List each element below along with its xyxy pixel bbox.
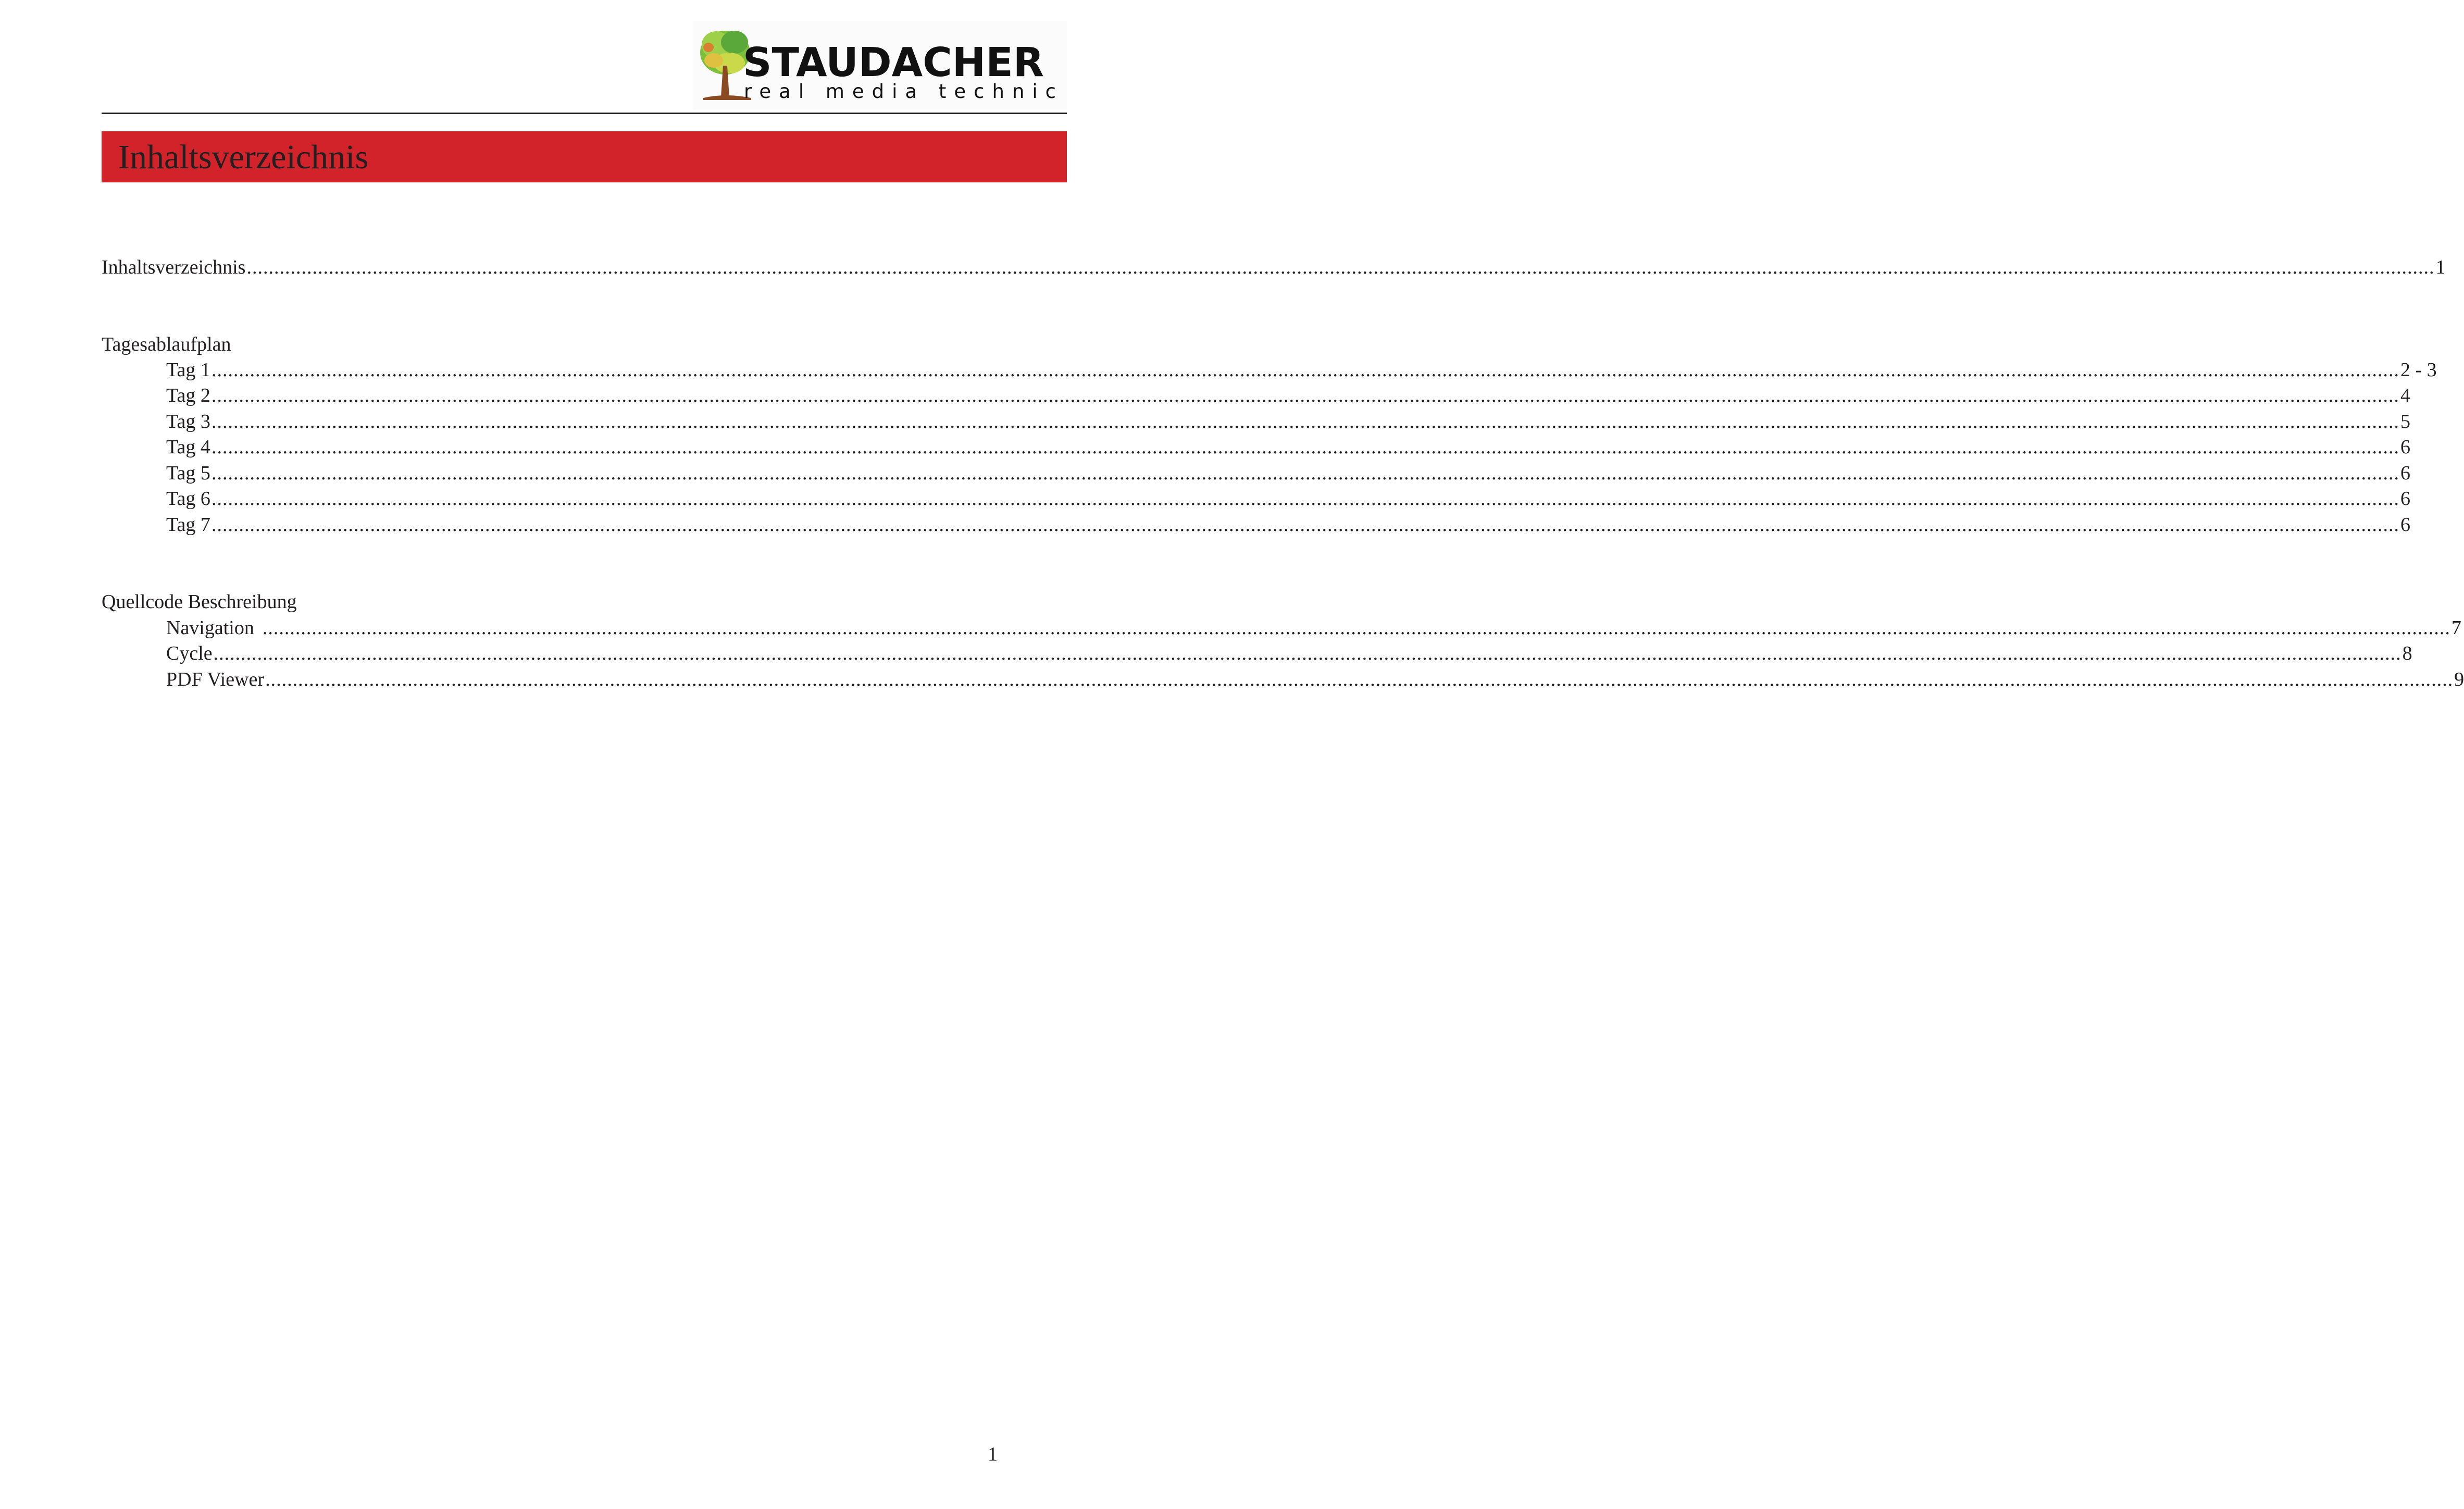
toc-entry-page: 7 xyxy=(2451,617,2461,639)
toc-dot-leader: ................................................................................................................................................................................................................................................................................................................................................................................................................ xyxy=(211,514,2399,536)
toc-dot-leader: ................................................................................................................................................................................................................................................................................................................................................................................................................ xyxy=(211,488,2399,510)
logo-brand-text: STAUDACHER xyxy=(743,40,1044,86)
toc-entry-tag-3[interactable] xyxy=(166,411,2410,432)
toc-entry-page: 6 xyxy=(2400,488,2410,510)
toc-entry-tag-1[interactable] xyxy=(166,359,2437,381)
title-banner xyxy=(102,131,1067,182)
page-title: Inhaltsverzeichnis xyxy=(118,138,369,176)
toc-entry-navigation[interactable] xyxy=(166,617,2461,639)
toc-entry-inhaltsverzeichnis[interactable] xyxy=(102,256,2446,278)
toc-entry-tag-2[interactable] xyxy=(166,385,2410,406)
toc-entry-label: Tag 4 xyxy=(166,436,210,458)
toc-entry-label: Inhaltsverzeichnis xyxy=(102,256,246,278)
toc-entry-label: Tag 7 xyxy=(166,514,210,536)
toc-entry-label: Navigation xyxy=(166,617,254,639)
toc-dot-leader: ................................................................................................................................................................................................................................................................................................................................................................................................................ xyxy=(211,385,2399,406)
toc-section-heading: Tagesablaufplan xyxy=(102,333,231,355)
toc-dot-leader: ................................................................................................................................................................................................................................................................................................................................................................................................................ xyxy=(211,411,2399,432)
toc-entry-tag-4[interactable] xyxy=(166,436,2410,458)
toc-entry-page: 6 xyxy=(2400,462,2410,484)
toc-entry-label: Tag 3 xyxy=(166,411,210,432)
toc-entry-label: Cycle xyxy=(166,642,213,664)
toc-entry-page: 6 xyxy=(2400,514,2410,536)
toc-dot-leader: ................................................................................................................................................................................................................................................................................................................................................................................................................ xyxy=(262,617,2450,639)
toc-entry-label: Tag 1 xyxy=(166,359,210,381)
toc-entry-page: 1 xyxy=(2435,256,2446,278)
toc-dot-leader: ................................................................................................................................................................................................................................................................................................................................................................................................................ xyxy=(246,256,2435,278)
toc-entry-page: 6 xyxy=(2400,436,2410,458)
toc-entry-label: Tag 6 xyxy=(166,488,210,510)
page-number: 1 xyxy=(988,1443,998,1465)
toc-entry-pdf-viewer[interactable] xyxy=(166,669,2464,690)
toc-entry-page: 5 xyxy=(2400,411,2410,432)
toc-entry-page: 2 - 3 xyxy=(2400,359,2437,381)
toc-entry-label: Tag 5 xyxy=(166,462,210,484)
toc-entry-tag-5[interactable] xyxy=(166,462,2410,484)
toc-dot-leader: ................................................................................................................................................................................................................................................................................................................................................................................................................ xyxy=(265,669,2454,690)
logo-tagline: real media technic xyxy=(744,80,1064,103)
toc-entry-tag-6[interactable] xyxy=(166,488,2410,510)
toc-dot-leader: ................................................................................................................................................................................................................................................................................................................................................................................................................ xyxy=(211,436,2399,458)
toc-entry-tag-7[interactable] xyxy=(166,514,2410,536)
toc-dot-leader: ................................................................................................................................................................................................................................................................................................................................................................................................................ xyxy=(213,642,2401,664)
toc-entry-label: PDF Viewer xyxy=(166,669,265,690)
toc-dot-leader: ................................................................................................................................................................................................................................................................................................................................................................................................................ xyxy=(211,359,2399,381)
toc-entry-label: Tag 2 xyxy=(166,385,210,406)
toc-dot-leader: ................................................................................................................................................................................................................................................................................................................................................................................................................ xyxy=(211,462,2399,484)
company-logo xyxy=(693,21,1067,109)
toc-section-heading: Quellcode Beschreibung xyxy=(102,591,297,613)
header-divider xyxy=(102,113,1067,114)
toc-entry-page: 8 xyxy=(2402,642,2412,664)
toc-entry-cycle[interactable] xyxy=(166,642,2412,664)
toc-entry-page: 4 xyxy=(2400,385,2410,406)
toc-entry-page: 9 xyxy=(2454,669,2464,690)
